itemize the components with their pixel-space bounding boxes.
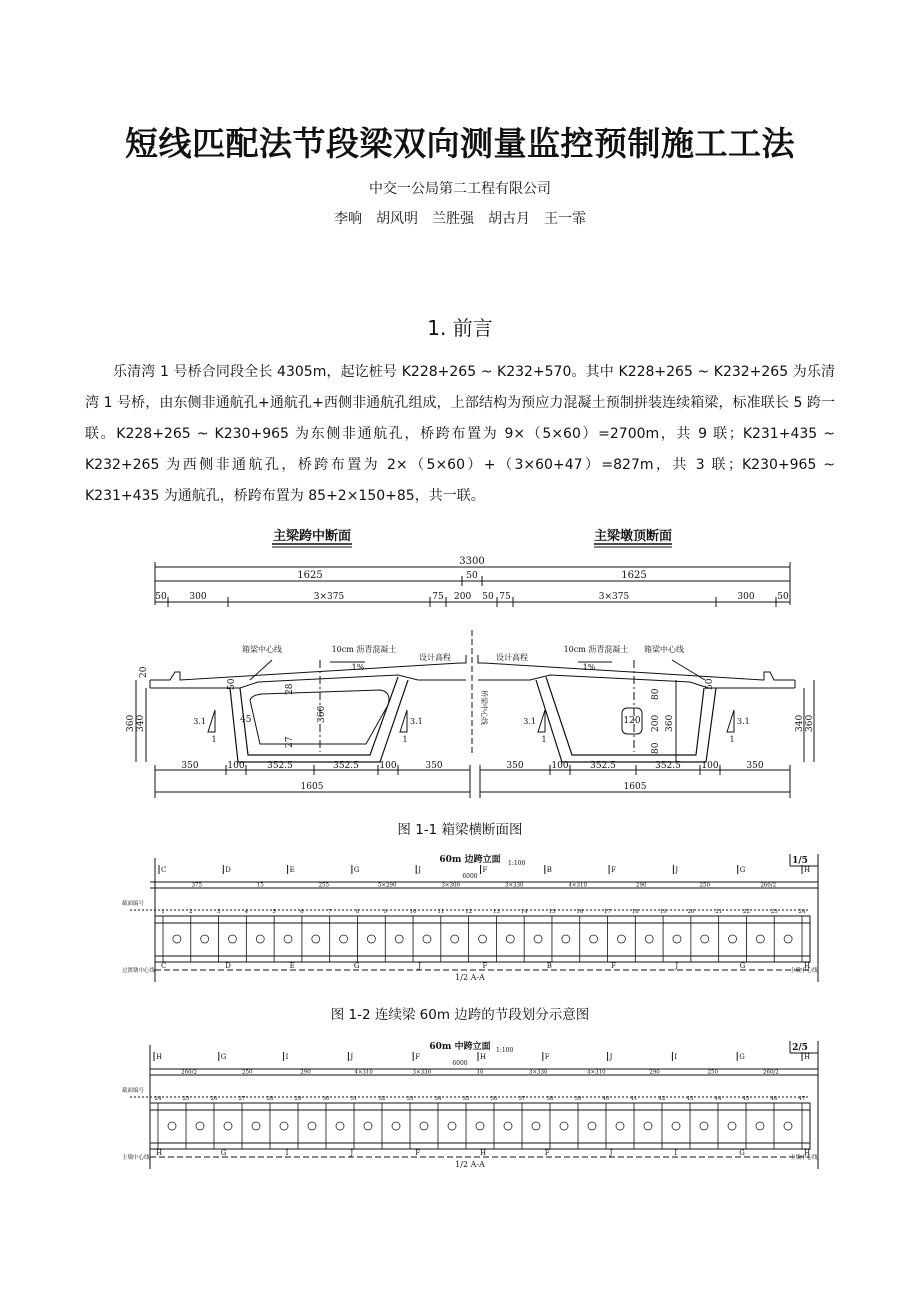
segment-number: 1 <box>161 909 165 915</box>
segment-number: 11 <box>437 909 445 915</box>
dim-top-r0: 75 <box>499 592 511 602</box>
slope-ratio-1: 3.1 <box>193 717 206 726</box>
segment-circle <box>645 935 653 943</box>
segment-number: 46 <box>770 1096 778 1102</box>
segment-number: 36 <box>490 1096 498 1102</box>
segment-number: 41 <box>630 1096 638 1102</box>
section-marker-top: E <box>289 866 295 874</box>
segment-circle <box>476 1122 484 1130</box>
segment-circle <box>256 935 264 943</box>
section-marker-bottom: J <box>609 1149 613 1157</box>
dim-bot-r4: 100 <box>701 761 719 771</box>
dim-right-2: 360 <box>665 714 675 732</box>
segment-circle <box>616 1122 624 1130</box>
label-bridge-center: 桥梁中心线 <box>480 690 488 725</box>
segment-circle <box>280 1122 288 1130</box>
segment-number: 47 <box>798 1096 806 1102</box>
fig2-total: 6000 <box>462 873 478 880</box>
segment-number: 42 <box>658 1096 666 1102</box>
segment-number: 20 <box>687 909 695 915</box>
segment-number: 27 <box>238 1096 246 1102</box>
segment-number: 13 <box>492 909 500 915</box>
section-marker-top: J <box>675 866 679 874</box>
section-marker-top: F <box>611 866 616 874</box>
label-center-line-left: 箱梁中心线 <box>242 645 282 654</box>
section-marker-bottom: F <box>482 962 488 970</box>
segment-number: 38 <box>546 1096 554 1102</box>
fig3-scale: 1:100 <box>496 1047 514 1054</box>
fig3-row-label: 截面编号 <box>122 1088 145 1094</box>
dim-right-0: 80 <box>651 688 661 700</box>
dim-bot-l2: 352.5 <box>267 761 293 771</box>
dim-top-r4: 50 <box>777 592 789 602</box>
authors: 李响 胡风明 兰胜强 胡古月 王一霏 <box>334 211 586 227</box>
segment-number: 25 <box>182 1096 190 1102</box>
slope-one-4: 1 <box>729 735 735 744</box>
dim-bot-r1: 100 <box>551 761 569 771</box>
section-marker-bottom: G <box>739 1149 745 1157</box>
segment-number: 23 <box>770 909 778 915</box>
span-dimension: 255 <box>318 882 329 889</box>
section-marker-top: G <box>220 1053 227 1061</box>
segment-circle <box>756 1122 764 1130</box>
span-dimension: 10 <box>476 1069 484 1076</box>
section-marker-top: J <box>418 866 422 874</box>
segment-number: 7 <box>327 909 332 915</box>
fig2-title: 60m 边跨立面 <box>439 855 501 865</box>
span-dimension: 260/2 <box>762 1069 779 1076</box>
section-heading: 1. 前言 <box>427 316 493 340</box>
segment-circle <box>588 1122 596 1130</box>
section-marker-bottom: H <box>156 1149 163 1157</box>
dim-left-6: 360 <box>126 714 136 732</box>
segment-dividers <box>154 1052 802 1149</box>
segment-number: 5 <box>272 909 276 915</box>
segment-circle <box>168 1122 176 1130</box>
section-marker-top: G <box>353 866 360 874</box>
dim-right-6: 340 <box>795 714 805 732</box>
section-marker-bottom: G <box>739 962 746 970</box>
label-slope-right: 1% <box>582 663 596 672</box>
span-dimension: 3×330 <box>504 882 524 889</box>
segment-circles <box>173 935 792 943</box>
segment-number: 37 <box>518 1096 526 1102</box>
dim-right-3: 200 <box>651 714 661 732</box>
span-dimension: 3×330 <box>412 1069 432 1076</box>
segment-number: 16 <box>576 909 584 915</box>
segment-circle <box>562 935 570 943</box>
segment-circle <box>308 1122 316 1130</box>
segment-number: 45 <box>742 1096 750 1102</box>
dim-left-4: 360 <box>317 705 327 723</box>
dim-bot-l1: 100 <box>227 761 245 771</box>
segment-circle <box>728 1122 736 1130</box>
organization: 中交一公局第二工程有限公司 <box>369 181 551 197</box>
span-dimension: 4×310 <box>587 1069 606 1076</box>
segment-number: 32 <box>378 1096 386 1102</box>
segment-number: 26 <box>210 1096 218 1102</box>
fig2-axis-right: 主墩中心线 <box>790 968 818 974</box>
section-marker-top: H <box>804 1053 811 1061</box>
segment-number: 30 <box>322 1096 330 1102</box>
dim-top-l0: 50 <box>155 592 167 602</box>
section-marker-bottom: D <box>225 962 231 970</box>
segment-number: 40 <box>602 1096 610 1102</box>
segment-circle <box>673 935 681 943</box>
dim-left-2: 28 <box>285 683 295 695</box>
fig3-sheet: 2/5 <box>792 1043 808 1053</box>
segment-circle <box>451 935 459 943</box>
label-design-elev-left: 设计高程 <box>419 653 451 662</box>
span-dimension: 290 <box>649 1069 660 1076</box>
dim-left-7: 340 <box>136 714 146 732</box>
segment-circle <box>224 1122 232 1130</box>
intro-paragraph: 乐清湾 1 号桥合同段全长 4305m，起讫桩号 K228+265 ~ K232+570。其中 K228+265 ~ K232+265 为乐清湾 1 号桥，由东侧非通航孔+通航孔+西侧非通航孔组成，上部结构为预应力混凝土预制拼装连续箱梁，标准联长 5 跨一联。K228+265 ~ K230+965 为东侧非通航孔，桥跨布置为 9×（5×60）=2700m，共 9 联；K231+435 ~ K232+265 为西侧非通航孔，桥跨布置为 2×（5×60）+（3×60+47）=827m，共 3 联；K230+965 ~ K231+435 为通航孔，桥跨布置为 85+2×150+85，共一联。 <box>85 364 835 504</box>
figure1-caption: 图 1-1 箱梁横断面图 <box>397 822 523 838</box>
label-slope-left: 1% <box>351 663 365 672</box>
section-marker-bottom: C <box>161 962 167 970</box>
fig3-title: 60m 中跨立面 <box>429 1042 491 1052</box>
dim-top-l3: 75 <box>432 592 444 602</box>
slope-ratio-4: 3.1 <box>737 717 750 726</box>
slope-one-1: 1 <box>211 735 217 744</box>
span-dimension: 3×330 <box>528 1069 548 1076</box>
dim-half-right: 1625 <box>621 570 647 581</box>
segment-circle <box>340 935 348 943</box>
segment-number: 22 <box>742 909 750 915</box>
segment-circle <box>367 935 375 943</box>
section-marker-bottom: F <box>544 1149 550 1157</box>
segment-circle <box>312 935 320 943</box>
segment-circle <box>201 935 209 943</box>
segment-circle <box>672 1122 680 1130</box>
segment-circle <box>448 1122 456 1130</box>
fig3-section-label: 1/2 A-A <box>455 1160 485 1169</box>
figure-mid-span <box>0 1037 920 1177</box>
segment-circle <box>729 935 737 943</box>
slope-one-3: 1 <box>541 735 547 744</box>
section-marker-bottom: B <box>546 962 552 970</box>
slope-one-2: 1 <box>402 735 408 744</box>
segment-number: 2 <box>189 909 193 915</box>
dim-bot-r3: 352.5 <box>655 761 681 771</box>
segment-circles <box>168 1122 792 1130</box>
section-marker-bottom: J <box>350 1149 354 1157</box>
dim-top-r2: 3×375 <box>598 592 630 602</box>
dim-left-5: 27 <box>285 736 295 748</box>
section-marker-top: J <box>609 1053 613 1061</box>
section-marker-top: B <box>546 866 552 874</box>
segment-circle <box>423 935 431 943</box>
dim-top-l2: 3×375 <box>313 592 345 602</box>
section-marker-top: C <box>161 866 167 874</box>
dim-bot-l5: 350 <box>425 761 443 771</box>
dim-bot-r5: 350 <box>746 761 764 771</box>
segment-number: 4 <box>244 909 249 915</box>
dim-bot-r2: 352.5 <box>590 761 616 771</box>
label-asphalt-right: 10cm 沥青混凝土 <box>563 645 629 654</box>
span-dimension: 260/2 <box>181 1069 198 1076</box>
section-marker-top: G <box>739 1053 745 1061</box>
segment-circle <box>173 935 181 943</box>
segment-circle <box>590 935 598 943</box>
segment-number: 43 <box>686 1096 694 1102</box>
span-dimension: 290 <box>636 882 647 889</box>
section-marker-top: F <box>482 866 488 874</box>
segment-circle <box>617 935 625 943</box>
paper-title: 短线匹配法节段梁双向测量监控预制施工工法 <box>125 124 795 163</box>
segment-number: 18 <box>631 909 639 915</box>
dim-left-0: 20 <box>139 666 149 678</box>
section-marker-top: I <box>674 1053 678 1061</box>
segment-number: 34 <box>434 1096 442 1102</box>
segment-circle <box>506 935 514 943</box>
dim-left-1: 50 <box>227 678 237 690</box>
label-center-line-right: 箱梁中心线 <box>644 645 684 654</box>
segment-number: 6 <box>300 909 304 915</box>
span-dimension: 5×290 <box>377 882 397 889</box>
segment-number: 35 <box>462 1096 470 1102</box>
span-dimension: 375 <box>191 882 202 889</box>
section-marker-bottom: H <box>804 1149 811 1157</box>
dim-bot-l3: 352.5 <box>333 761 359 771</box>
segment-number: 9 <box>383 909 388 915</box>
segment-circle <box>560 1122 568 1130</box>
dim-top-l1: 300 <box>189 592 207 602</box>
segment-number: 31 <box>350 1096 358 1102</box>
dim-bot-r0: 350 <box>506 761 524 771</box>
dim-mid: 50 <box>466 571 478 581</box>
section-marker-bottom: E <box>289 962 295 970</box>
segment-number: 44 <box>714 1096 722 1102</box>
segment-circle <box>479 935 487 943</box>
segment-circle <box>534 935 542 943</box>
section-marker-top: I <box>285 1053 289 1061</box>
slope-ratio-3: 3.1 <box>523 717 536 726</box>
segment-number: 24 <box>154 1096 162 1102</box>
dim-top-r3: 300 <box>737 592 755 602</box>
segment-number: 24 <box>798 909 806 915</box>
dim-top-l4: 200 <box>454 592 472 602</box>
span-dimension: 290 <box>300 1069 311 1076</box>
section-marker-bottom: H <box>804 962 811 970</box>
segment-circle <box>756 935 764 943</box>
segment-number: 33 <box>406 1096 414 1102</box>
span-dimension: 250 <box>707 1069 718 1076</box>
span-dimension: 4×310 <box>568 882 588 889</box>
segment-circle <box>395 935 403 943</box>
fig2-sheet: 1/5 <box>792 856 808 866</box>
segment-circle <box>504 1122 512 1130</box>
segment-number: 3 <box>216 909 221 915</box>
section-marker-bottom: G <box>353 962 360 970</box>
section-marker-bottom: I <box>285 1149 289 1157</box>
dim-bottom-total-right: 1605 <box>623 782 647 792</box>
label-design-elev-right: 设计高程 <box>496 653 528 662</box>
section-marker-top: G <box>739 866 746 874</box>
segment-circle <box>196 1122 204 1130</box>
span-dimension: 15 <box>256 882 264 889</box>
section-marker-bottom: G <box>220 1149 227 1157</box>
right-section-title: 主梁墩顶断面 <box>593 529 673 544</box>
dim-top-r1: 50 <box>482 592 494 602</box>
segment-dividers <box>159 865 802 962</box>
segment-number: 28 <box>266 1096 274 1102</box>
dim-right-1: 120 <box>623 716 641 726</box>
section-marker-bottom: I <box>674 1149 678 1157</box>
fig2-scale: 1:100 <box>508 860 526 867</box>
slope-ratio-2: 3.1 <box>410 717 423 726</box>
segment-circle <box>252 1122 260 1130</box>
dim-bot-l0: 350 <box>181 761 199 771</box>
segment-circle <box>420 1122 428 1130</box>
fig2-axis-left: 过渡墩中心线 <box>122 968 156 974</box>
section-marker-bottom: J <box>418 962 422 970</box>
figure2-caption: 图 1-2 连续梁 60m 边跨的节段划分示意图 <box>330 1007 590 1023</box>
section-marker-bottom: F <box>611 962 616 970</box>
segment-circle <box>532 1122 540 1130</box>
dim-right-7: 360 <box>805 714 815 732</box>
dim-half-left: 1625 <box>297 570 323 581</box>
segment-number: 29 <box>294 1096 302 1102</box>
segment-number: 15 <box>548 909 556 915</box>
segment-circle <box>644 1122 652 1130</box>
figure-side-span <box>0 850 920 990</box>
segment-circle <box>364 1122 372 1130</box>
span-dimension: 250 <box>242 1069 253 1076</box>
segment-circle <box>784 1122 792 1130</box>
section-marker-bottom: F <box>415 1149 421 1157</box>
span-dimension: 260/2 <box>760 882 777 889</box>
span-dimension: 4×310 <box>354 1069 373 1076</box>
segment-circle <box>392 1122 400 1130</box>
fig3-axis-right: 主墩中心线 <box>790 1155 818 1161</box>
segment-circle <box>700 1122 708 1130</box>
segment-number: 14 <box>520 909 528 915</box>
section-marker-top: F <box>415 1053 421 1061</box>
fig3-total: 6000 <box>452 1060 468 1067</box>
span-dimension: 250 <box>699 882 710 889</box>
section-marker-top: D <box>225 866 231 874</box>
section-marker-bottom: H <box>480 1149 487 1157</box>
label-asphalt-left: 10cm 沥青混凝土 <box>331 645 397 654</box>
dim-left-3: 45 <box>240 715 252 725</box>
section-marker-top: H <box>804 866 811 874</box>
segment-number: 19 <box>659 909 667 915</box>
segment-circle <box>701 935 709 943</box>
segment-circle <box>336 1122 344 1130</box>
segment-circle <box>228 935 236 943</box>
dim-right-4: 80 <box>651 742 661 754</box>
segment-number: 12 <box>465 909 473 915</box>
section-marker-top: J <box>350 1053 354 1061</box>
dim-right-5: 50 <box>705 678 715 690</box>
segment-number: 39 <box>574 1096 582 1102</box>
section-marker-top: H <box>156 1053 163 1061</box>
dim-bot-l4: 100 <box>379 761 397 771</box>
left-section-title: 主梁跨中断面 <box>272 529 352 544</box>
segment-number: 8 <box>355 909 360 915</box>
fig3-axis-left: 主墩中心线 <box>122 1155 150 1161</box>
section-marker-top: F <box>544 1053 550 1061</box>
fig2-row-label: 截面编号 <box>122 901 145 907</box>
segment-number: 17 <box>604 909 612 915</box>
fig2-section-label: 1/2 A-A <box>455 973 485 982</box>
span-dimension: 3×300 <box>441 882 461 889</box>
dim-bottom-total-left: 1605 <box>300 782 324 792</box>
figure-cross-section <box>0 520 920 802</box>
dim-total: 3300 <box>459 556 485 567</box>
segment-number: 10 <box>409 909 417 915</box>
segment-number: 21 <box>715 909 723 915</box>
segment-circle <box>284 935 292 943</box>
section-marker-bottom: J <box>675 962 679 970</box>
section-marker-top: H <box>480 1053 487 1061</box>
segment-circle <box>784 935 792 943</box>
